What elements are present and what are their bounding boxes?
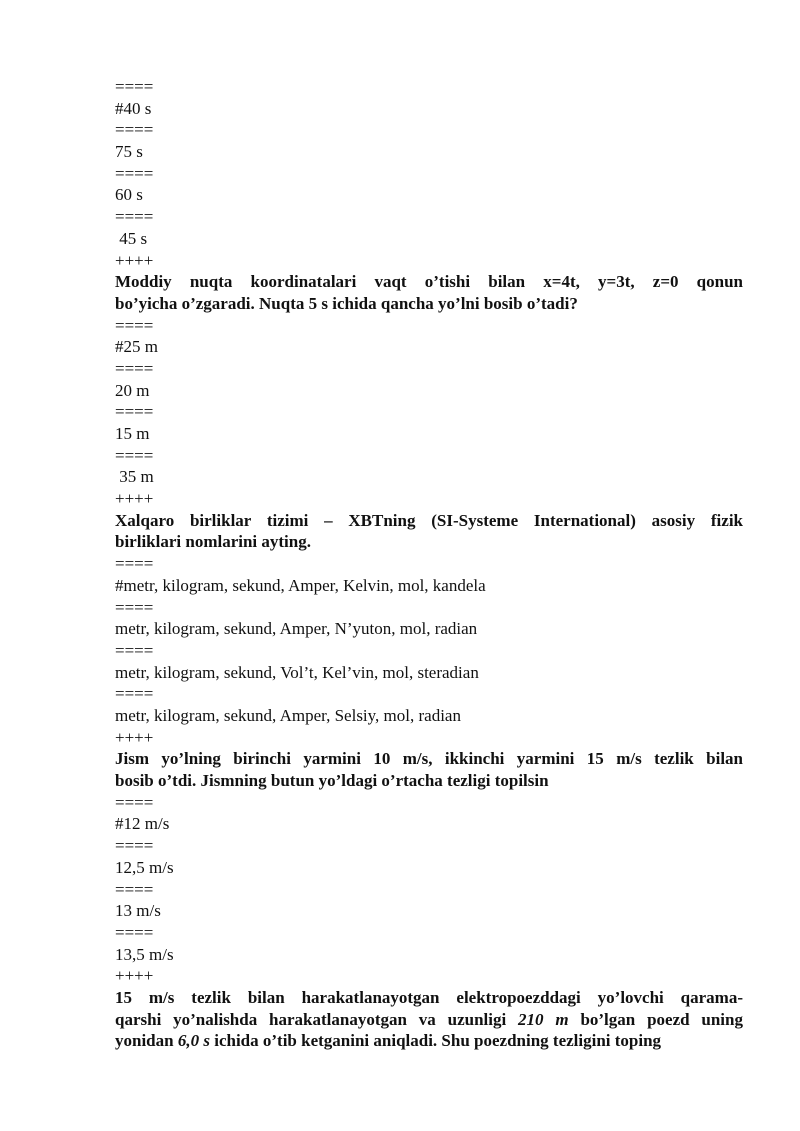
answer-option: 35 m: [115, 467, 154, 487]
separator: ====: [115, 315, 154, 335]
question-end-marker: ++++: [115, 489, 154, 509]
question-line: 15 m/s tezlik bilan harakatlanayotgan elektropoezddagi yo’lovchi qarama-: [115, 987, 743, 1007]
question-line: bo’yicha o’zgaradi. Nuqta 5 s ichida qancha yo’lni bosib o’tadi?: [115, 293, 578, 313]
question-line: bosib o’tdi. Jismning butun yo’ldagi o’rtacha tezligi topilsin: [115, 771, 549, 791]
answer-option: 45 s: [115, 228, 148, 248]
separator: ====: [115, 207, 154, 227]
separator: ====: [115, 445, 154, 465]
answer-option: #12 m/s: [115, 814, 170, 834]
separator: ====: [115, 77, 154, 96]
question-line: Moddiy nuqta koordinatalari vaqt o’tishi bilan x=4t, y=3t, z=0 qonun: [115, 272, 743, 292]
separator: ====: [115, 402, 154, 422]
question-value: 6,0 s: [177, 1031, 210, 1051]
separator: ====: [115, 358, 154, 378]
separator: ====: [115, 120, 154, 140]
separator: ====: [115, 922, 154, 942]
answer-option: 60 s: [115, 185, 143, 205]
separator: ====: [115, 640, 154, 660]
answer-option: metr, kilogram, sekund, Vol’t, Kel’vin, mol, steradian: [115, 662, 479, 682]
separator: ====: [115, 554, 154, 574]
answer-option: metr, kilogram, sekund, Amper, Selsiy, mol, radian: [115, 706, 461, 725]
question-end-marker: ++++: [115, 966, 154, 986]
answer-option: 20 m: [115, 380, 150, 400]
question-line: [115, 1009, 743, 1031]
answer-option: 13,5 m/s: [115, 944, 174, 964]
question-text: [115, 748, 743, 791]
question-text: [115, 510, 743, 553]
separator: ====: [115, 597, 154, 617]
separator: ====: [115, 879, 154, 899]
answer-option: 75 s: [115, 142, 143, 162]
question-fragment: ichida o’tib ketganini aniqladi. Shu poezdning tezligini toping: [209, 1031, 662, 1051]
document-page: [115, 76, 743, 1052]
question-fragment: bo’lgan poezd uning: [568, 1009, 743, 1029]
answer-option: 13 m/s: [115, 901, 161, 921]
question-fragment: qarshi yo’nalishda harakatlanayotgan va uzunligi: [115, 1009, 519, 1029]
question-line: Xalqaro birliklar tizimi – XBTning (SI-Systeme International) asosiy fizik: [115, 510, 743, 530]
question-line: Jism yo’lning birinchi yarmini 10 m/s, ikkinchi yarmini 15 m/s tezlik bilan: [115, 749, 743, 769]
answer-option: #metr, kilogram, sekund, Amper, Kelvin, mol, kandela: [115, 575, 486, 595]
question-fragment: yonidan: [115, 1031, 178, 1051]
question-text: [115, 987, 743, 1052]
answer-option: metr, kilogram, sekund, Amper, N’yuton, mol, radian: [115, 619, 478, 639]
answer-option: 15 m: [115, 424, 150, 444]
question-end-marker: ++++: [115, 727, 154, 747]
separator: ====: [115, 836, 154, 856]
question-line: [115, 1030, 743, 1052]
separator: ====: [115, 163, 154, 183]
answer-option: 12,5 m/s: [115, 857, 174, 877]
separator: ====: [115, 792, 154, 812]
question-line: birliklari nomlarini ayting.: [115, 532, 311, 552]
question-value: 210 m: [518, 1009, 569, 1029]
answer-option: #25 m: [115, 337, 158, 357]
separator: ====: [115, 684, 154, 704]
question-end-marker: ++++: [115, 250, 154, 270]
question-text: [115, 271, 743, 314]
answer-option: #40 s: [115, 98, 152, 118]
